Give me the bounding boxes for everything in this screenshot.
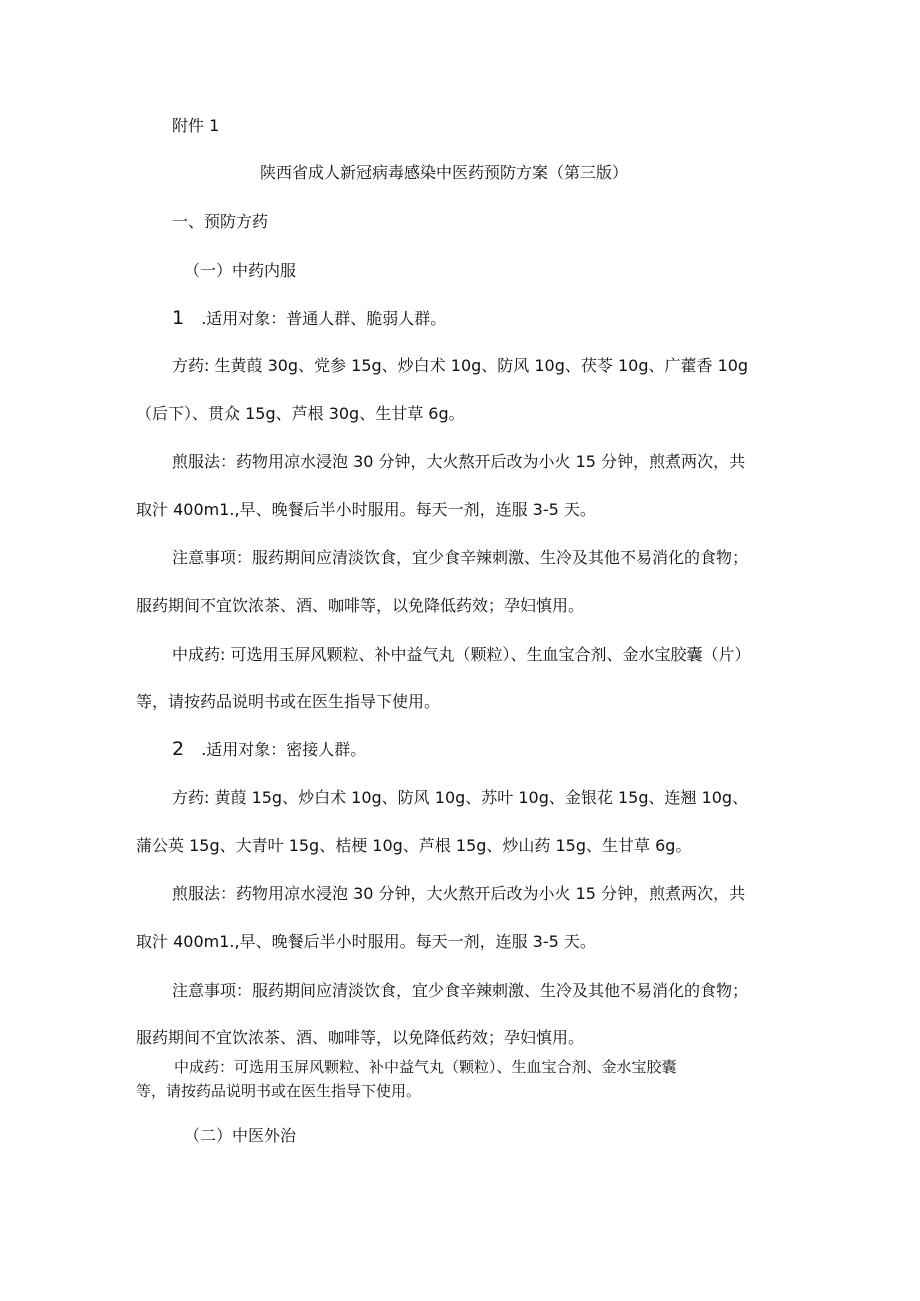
group-2-formula-line-1: 方药: 黄葭 15g、炒白术 10g、防风 10g、苏叶 10g、金银花 15g、连翘 10g、 (172, 788, 749, 807)
group-1-number: 1 (172, 307, 185, 329)
group-1-patent-medicine-line-2: 等，请按药品说明书或在医生指导下使用。 (136, 692, 441, 711)
group-2-notes-line-1: 注意事项：服药期间应清淡饮食，宜少食辛辣刺激、生冷及其他不易消化的食物； (172, 981, 749, 1000)
group-2-decoction-line-1: 煎服法：药物用凉水浸泡 30 分钟，大火熬开后改为小火 15 分钟，煎煮两次，共 (172, 884, 746, 903)
subsection-heading-external-treatment: （二）中医外治 (184, 1126, 297, 1145)
document-title: 陕西省成人新冠病毒感染中医药预防方案（第三版） (260, 163, 629, 182)
group-2-formula-line-2: 蒲公英 15g、大青叶 15g、桔梗 10g、芦根 15g、炒山药 15g、生甘草 6g。 (136, 836, 692, 855)
group-1-decoction-line-1: 煎服法：药物用凉水浸泡 30 分钟，大火熬开后改为小火 15 分钟，煎煮两次，共 (172, 452, 746, 471)
group-2-number: 2 (172, 738, 185, 760)
group-1-heading (172, 308, 446, 329)
group-2-decoction-line-2: 取汁 400m1.,早、晚餐后半小时服用。每天一剂，连服 3-5 天。 (136, 932, 596, 951)
subsection-heading-oral-medicine: （一）中药内服 (184, 261, 297, 280)
attachment-label: 附件 1 (172, 116, 220, 135)
group-1-decoction-line-2: 取汁 400m1.,早、晚餐后半小时服用。每天一剂，连服 3-5 天。 (136, 500, 596, 519)
group-1-formula-line-2: （后下）、贯众 15g、芦根 30g、生甘草 6g。 (136, 404, 465, 423)
group-2-notes-line-2: 服药期间不宜饮浓茶、酒、咖啡等，以免降低药效；孕妇慎用。 (136, 1028, 585, 1047)
group-2-target-label: .适用对象：密接人群。 (201, 740, 367, 759)
group-1-notes-line-2: 服药期间不宜饮浓茶、酒、咖啡等，以免降低药效；孕妇慎用。 (136, 596, 585, 615)
group-1-target-label: .适用对象：普通人群、脆弱人群。 (201, 309, 447, 328)
group-2-heading (172, 739, 366, 760)
group-1-patent-medicine-line-1: 中成药: 可选用玉屏风颗粒、补中益气丸（颗粒）、生血宝合剂、金水宝胶囊（片） (172, 645, 751, 664)
group-1-formula-line-1: 方药: 生黄葭 30g、党参 15g、炒白术 10g、防风 10g、茯苓 10g、广藿香 10g (172, 356, 749, 375)
group-2-patent-medicine-line-2: 等，请按药品说明书或在医生指导下使用。 (136, 1082, 422, 1100)
group-2-patent-medicine-line-1: 中成药：可选用玉屏风颗粒、补中益气丸（颗粒）、生血宝合剂、金水宝胶囊 (174, 1058, 677, 1076)
section-heading-prevention-formulas: 一、预防方药 (172, 212, 269, 231)
group-1-notes-line-1: 注意事项：服药期间应清淡饮食，宜少食辛辣刺激、生冷及其他不易消化的食物； (172, 548, 749, 567)
